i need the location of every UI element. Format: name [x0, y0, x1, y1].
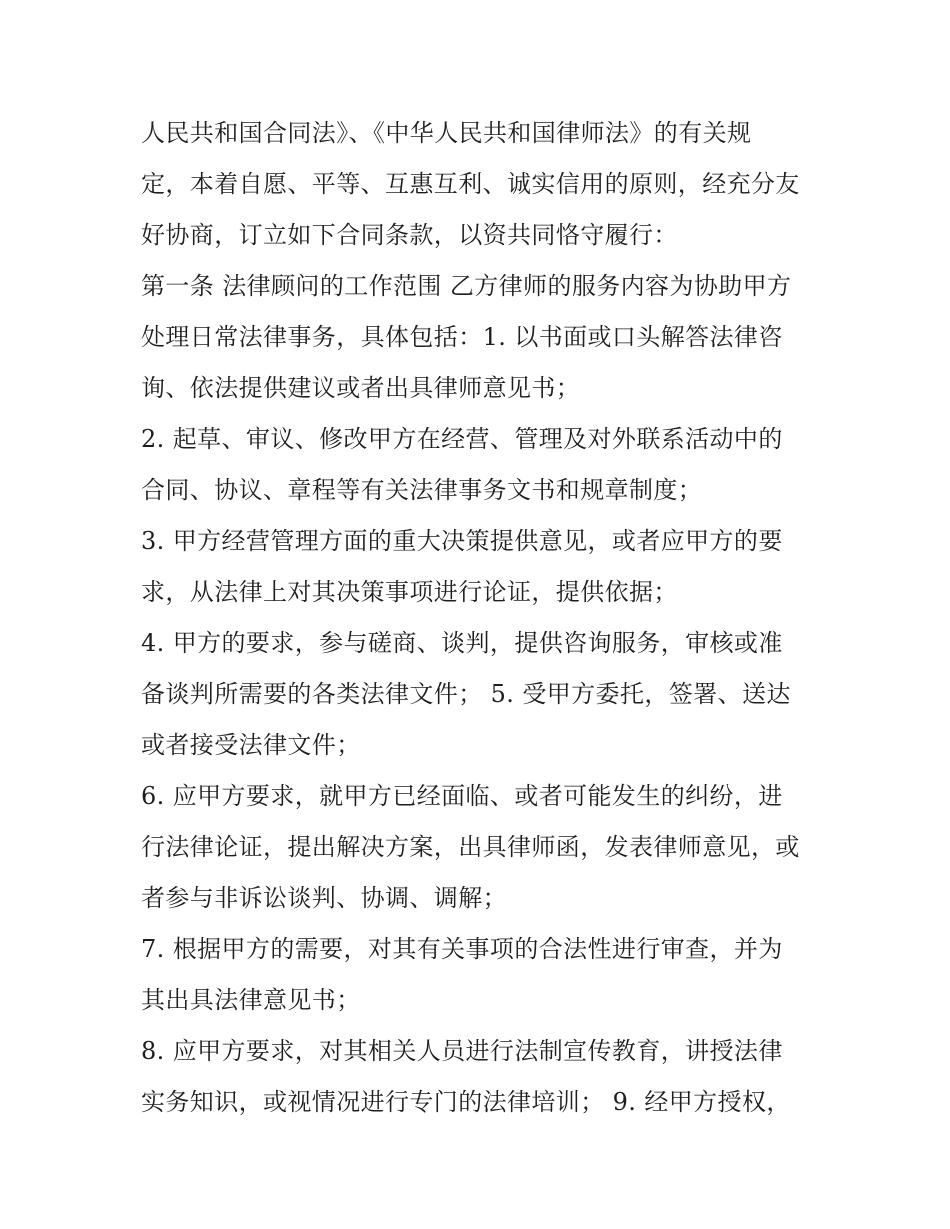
text-line-13: 或者接受法律文件； — [141, 731, 361, 759]
text-line-6: 询、依法提供建议或者出具律师意见书； — [141, 374, 581, 402]
text-line-11: 4. 甲方的要求，参与磋商、谈判，提供咨询服务，审核或准 — [141, 629, 783, 657]
text-line-17: 7. 根据甲方的需要，对其有关事项的合法性进行审查，并为 — [141, 935, 783, 963]
text-line-5: 处理日常法律事务，具体包括：1. 以书面或口头解答法律咨 — [141, 323, 783, 351]
text-line-7: 2. 起草、审议、修改甲方在经营、管理及对外联系活动中的 — [141, 425, 783, 453]
text-line-12: 备谈判所需要的各类法律文件； 5. 受甲方委托，签署、送达 — [141, 680, 791, 708]
text-line-20: 实务知识，或视情况进行专门的法律培训； 9. 经甲方授权， — [141, 1088, 791, 1116]
text-line-14: 6. 应甲方要求，就甲方已经面临、或者可能发生的纠纷，进 — [141, 782, 783, 810]
text-line-3: 好协商，订立如下合同条款，以资共同恪守履行： — [141, 221, 678, 249]
text-line-4: 第一条 法律顾问的工作范围 乙方律师的服务内容为协助甲方 — [141, 272, 792, 300]
text-line-9: 3. 甲方经营管理方面的重大决策提供意见，或者应甲方的要 — [141, 527, 783, 555]
text-line-8: 合同、协议、章程等有关法律事务文书和规章制度； — [141, 476, 703, 504]
document-body — [141, 108, 821, 1128]
text-line-19: 8. 应甲方要求，对其相关人员进行法制宣传教育，讲授法律 — [141, 1037, 783, 1065]
text-line-10: 求，从法律上对其决策事项进行论证，提供依据； — [141, 578, 678, 606]
text-line-15: 行法律论证，提出解决方案，出具律师函，发表律师意见，或 — [141, 833, 800, 861]
text-line-18: 其出具法律意见书； — [141, 986, 361, 1014]
text-line-16: 者参与非诉讼谈判、协调、调解； — [141, 884, 507, 912]
text-line-2: 定，本着自愿、平等、互惠互利、诚实信用的原则，经充分友 — [141, 170, 800, 198]
text-line-1: 人民共和国合同法》、《中华人民共和国律师法》的有关规 — [141, 119, 752, 147]
